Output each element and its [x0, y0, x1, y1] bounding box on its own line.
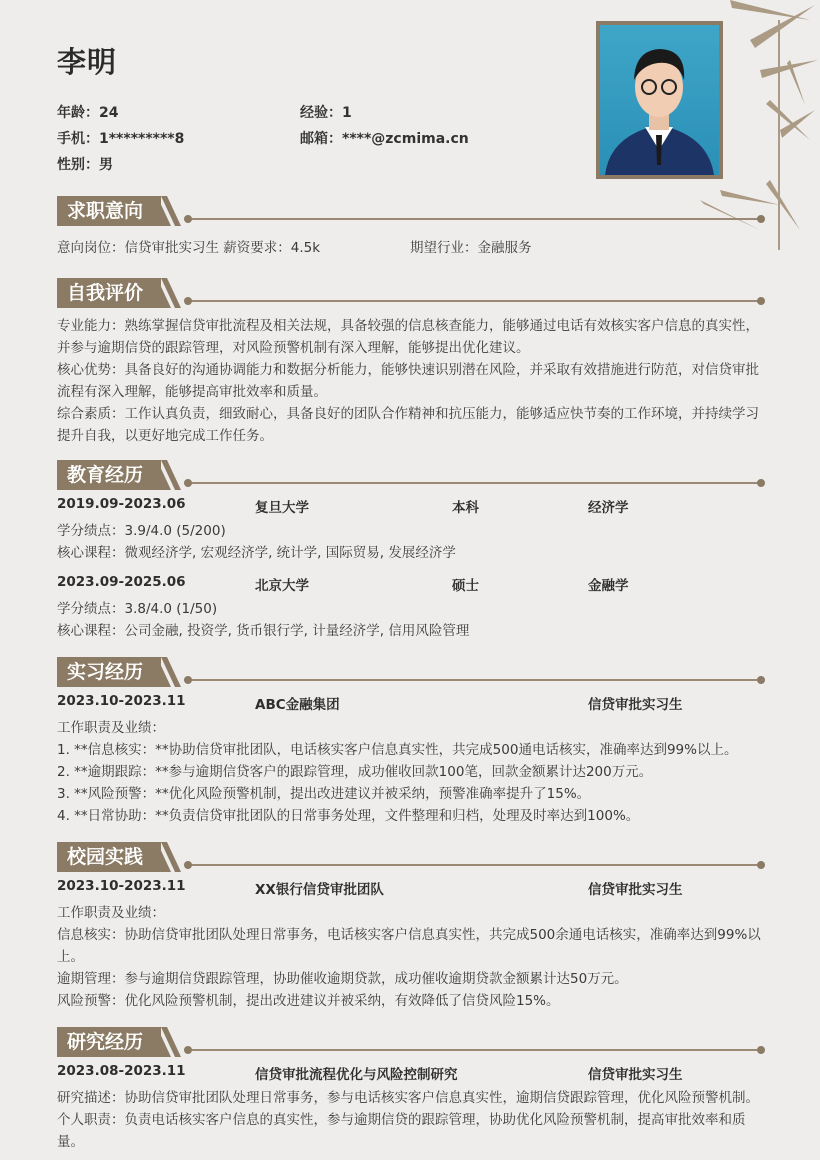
divider-decoration [188, 1049, 761, 1051]
text-line: 逾期管理：参与逾期信贷跟踪管理，协助催收逾期贷款，成功催收逾期贷款金额累计达50万元。 [57, 971, 628, 987]
text-line: 2019.09-2023.06 [57, 496, 186, 512]
intent-position: 意向岗位：信贷审批实习生 薪资要求：4.5k [57, 240, 321, 256]
self-eval-item: 核心优势：具备良好的沟通协调能力和数据分析能力，能够快速识别潜在风险，并采取有效措施进行防范，对信贷审批流程有深入理解，能够提高审批效率和质量。 [57, 362, 759, 400]
divider-decoration [188, 679, 761, 681]
internship-details [57, 717, 767, 827]
text-line: 个人职责：负责电话核实客户信息的真实性，参与逾期信贷的跟踪管理，协助优化风险预警机制，提高审批效率和质量。 [57, 1112, 746, 1150]
text-line: 工作职责及业绩： [57, 905, 165, 921]
text-line: 2. **逾期跟踪：**参与逾期信贷客户的跟踪管理，成功催收回款100笔，回款金额累计达200万元。 [57, 764, 653, 780]
divider-dot [757, 479, 765, 487]
text-line: 4. **日常协助：**负责信贷审批团队的日常事务处理，文件整理和归档，处理及时率达到100%。 [57, 808, 640, 824]
divider-dot [757, 297, 765, 305]
self-eval-item: 综合素质：工作认真负责，细致耐心，具备良好的团队合作精神和抗压能力，能够适应快节奏的工作环境，并持续学习提升自我，以更好地完成工作任务。 [57, 406, 759, 444]
text-line: 信贷审批实习生 [588, 882, 683, 898]
section-header-self-eval [57, 278, 767, 308]
campus-details [57, 902, 767, 1012]
self-eval-list [57, 315, 767, 447]
section-header-intent [57, 196, 767, 226]
text-line: 工作职责及业绩： [57, 720, 165, 736]
text-line: ABC金融集团 [255, 697, 340, 713]
research-row [57, 1063, 767, 1085]
text-line: 2023.08-2023.11 [57, 1063, 186, 1079]
email: 邮箱：****@zcmima.cn [300, 131, 469, 147]
divider-dot [757, 215, 765, 223]
candidate-name: 李明 [57, 45, 118, 79]
divider [188, 218, 761, 220]
text-line: 金融学 [588, 578, 629, 594]
self-eval-item: 专业能力：熟练掌握信贷审批流程及相关法规，具备较强的信息核查能力，能够通过电话有效核实客户信息的真实性，并参与逾期信贷的跟踪管理，对风险预警机制有深入理解，能够提出优化建议。 [57, 318, 759, 356]
section-title: 求职意向 [57, 196, 161, 226]
education-row [57, 496, 767, 518]
section-title: 校园实践 [57, 842, 161, 872]
education-gpa: 学分绩点：3.8/4.0 (1/50) [57, 601, 218, 617]
section-header-campus [57, 842, 767, 872]
gender: 性别：男 [57, 157, 113, 173]
avatar-icon [600, 25, 719, 175]
text-line: 信贷审批实习生 [588, 697, 683, 713]
text-line: 信贷审批流程优化与风险控制研究 [255, 1067, 458, 1083]
divider-dot [757, 676, 765, 684]
text-line: 硕士 [452, 578, 479, 594]
text-line: 风险预警：优化风险预警机制，提出改进建议并被采纳，有效降低了信贷风险15%。 [57, 993, 560, 1009]
text-line: 北京大学 [255, 578, 309, 594]
divider-dot [184, 1046, 192, 1054]
intent-industry: 期望行业：金融服务 [410, 240, 532, 256]
section-title: 实习经历 [57, 657, 161, 687]
campus-row [57, 878, 767, 900]
text-line: 信贷审批实习生 [588, 1067, 683, 1083]
section-title: 教育经历 [57, 460, 161, 490]
text-line: 3. **风险预警：**优化风险预警机制，提出改进建议并被采纳，预警准确率提升了15%。 [57, 786, 591, 802]
section-header-internship [57, 657, 767, 687]
divider-decoration [188, 300, 761, 302]
text-line: 研究描述：协助信贷审批团队处理日常事务，参与电话核实客户信息真实性，逾期信贷跟踪管理，优化风险预警机制。 [57, 1090, 759, 1106]
section-header-research [57, 1027, 767, 1057]
text-line: 2023.10-2023.11 [57, 693, 186, 709]
text-line: 2023.09-2025.06 [57, 574, 186, 590]
education-row [57, 574, 767, 596]
section-title: 研究经历 [57, 1027, 161, 1057]
divider-decoration [188, 482, 761, 484]
age: 年龄：24 [57, 105, 119, 121]
text-line: 1. **信息核实：**协助信贷审批团队，电话核实客户信息真实性，共完成500通电话核实，准确率达到99%以上。 [57, 742, 738, 758]
text-line: 信息核实：协助信贷审批团队处理日常事务，电话核实客户信息真实性，共完成500余通电话核实，准确率达到99%以上。 [57, 927, 761, 965]
education-courses: 核心课程：微观经济学, 宏观经济学, 统计学, 国际贸易, 发展经济学 [57, 545, 456, 561]
phone: 手机：1*********8 [57, 131, 185, 147]
divider-dot [184, 215, 192, 223]
divider-decoration [188, 864, 761, 866]
divider-dot [757, 1046, 765, 1054]
divider-dot [757, 861, 765, 869]
text-line: XX银行信贷审批团队 [255, 882, 384, 898]
profile-photo [596, 21, 723, 179]
education-gpa: 学分绩点：3.9/4.0 (5/200) [57, 523, 226, 539]
research-details [57, 1087, 767, 1153]
text-line: 复旦大学 [255, 500, 309, 516]
education-courses: 核心课程：公司金融, 投资学, 货币银行学, 计量经济学, 信用风险管理 [57, 623, 470, 639]
experience: 经验：1 [300, 105, 352, 121]
internship-row [57, 693, 767, 715]
text-line: 经济学 [588, 500, 629, 516]
text-line: 2023.10-2023.11 [57, 878, 186, 894]
divider-dot [184, 861, 192, 869]
divider-dot [184, 479, 192, 487]
section-title: 自我评价 [57, 278, 161, 308]
text-line: 本科 [452, 500, 479, 516]
divider-dot [184, 297, 192, 305]
divider-dot [184, 676, 192, 684]
section-header-education [57, 460, 767, 490]
